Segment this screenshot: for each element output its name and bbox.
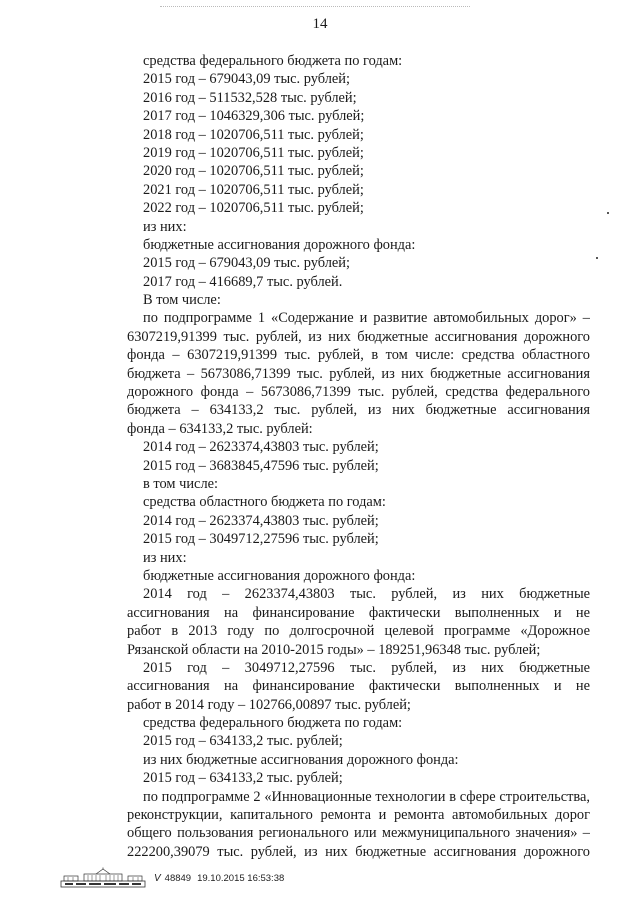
text-line: 2015 год – 634133,2 тыс. рублей;	[143, 733, 343, 750]
text-line: ассигнования на финансирование фактически выполненных и не	[127, 678, 590, 695]
text-line: 2018 год – 1020706,511 тыс. рублей;	[143, 126, 364, 143]
text-line: 2015 год – 634133,2 тыс. рублей;	[143, 770, 343, 787]
text-line: 2014 год – 2623374,43803 тыс. рублей;	[143, 512, 379, 529]
text-line: фонда – 6307219,91399 тыс. рублей, в том числе: средства областного	[127, 347, 590, 364]
text-line: 2014 год – 2623374,43803 тыс. рублей;	[143, 439, 379, 456]
building-stamp-icon	[60, 867, 146, 889]
signature-mark: V	[154, 872, 161, 884]
text-line: 2019 год – 1020706,511 тыс. рублей;	[143, 144, 364, 161]
text-line: средства федерального бюджета по годам:	[143, 715, 403, 732]
text-line: 2020 год – 1020706,511 тыс. рублей;	[143, 163, 364, 180]
scan-mark	[596, 257, 598, 259]
text-line: 2021 год – 1020706,511 тыс. рублей;	[143, 181, 364, 198]
text-line: 2015 год – 3049712,27596 тыс. рублей, из них бюджетные	[143, 659, 590, 676]
text-line: ассигнования на финансирование фактически выполненных и не	[127, 604, 590, 621]
text-line: работ в 2013 году по долгосрочной целевой программе «Дорожное	[127, 623, 590, 640]
page-number: 14	[312, 16, 328, 32]
scan-noise	[160, 6, 470, 9]
text-line: 2015 год – 679043,09 тыс. рублей;	[143, 71, 350, 88]
text-line: бюджета – 5673086,71399 тыс. рублей, из них бюджетные ассигнования	[127, 365, 590, 382]
text-line: фонда – 634133,2 тыс. рублей:	[127, 420, 313, 437]
document-body	[0, 52, 640, 861]
registration-number: 48849	[164, 872, 192, 884]
text-line: 222200,39079 тыс. рублей, из них бюджетные ассигнования дорожного	[127, 843, 590, 860]
text-line: дорожного фонда – 5673086,71399 тыс. рублей, средства федерального	[127, 384, 590, 401]
text-line: Рязанской области на 2010-2015 годы» – 189251,96348 тыс. рублей;	[127, 641, 541, 658]
text-line: 2017 год – 416689,7 тыс. рублей.	[143, 273, 343, 290]
text-line: 2015 год – 3683845,47596 тыс. рублей;	[143, 457, 379, 474]
text-line: из них:	[143, 549, 187, 566]
document-timestamp: 19.10.2015 16:53:38	[197, 872, 285, 884]
text-line: В том числе:	[143, 292, 221, 309]
text-line: 6307219,91399 тыс. рублей, из них бюджетные ассигнования дорожного	[127, 328, 590, 345]
text-line: 2022 год – 1020706,511 тыс. рублей;	[143, 200, 364, 217]
document-footer	[60, 866, 284, 890]
text-line: реконструкции, капитального ремонта и ремонта автомобильных дорог	[127, 807, 590, 824]
text-line: работ в 2014 году – 102766,00897 тыс. рублей;	[127, 696, 411, 713]
text-line: 2015 год – 679043,09 тыс. рублей;	[143, 255, 350, 272]
text-line: из них:	[143, 218, 187, 235]
text-line: из них бюджетные ассигнования дорожного фонда:	[143, 751, 459, 768]
text-line: средства областного бюджета по годам:	[143, 494, 386, 511]
text-line: 2014 год – 2623374,43803 тыс. рублей, из них бюджетные	[143, 586, 590, 603]
text-line: по подпрограмме 1 «Содержание и развитие автомобильных дорог» –	[143, 310, 590, 327]
scan-mark	[607, 212, 609, 214]
text-line: общего пользования регионального или межмуниципального значения» –	[127, 825, 590, 842]
text-line: 2015 год – 3049712,27596 тыс. рублей;	[143, 531, 379, 548]
text-line: бюджета – 634133,2 тыс. рублей, из них бюджетные ассигнования	[127, 402, 590, 419]
text-line: бюджетные ассигнования дорожного фонда:	[143, 567, 416, 584]
text-line: по подпрограмме 2 «Инновационные технологии в сфере строительства,	[143, 788, 590, 805]
text-line: бюджетные ассигнования дорожного фонда:	[143, 236, 416, 253]
text-line: 2017 год – 1046329,306 тыс. рублей;	[143, 108, 365, 125]
text-line: в том числе:	[143, 475, 219, 492]
text-line: 2016 год – 511532,528 тыс. рублей;	[143, 89, 357, 106]
text-line: средства федерального бюджета по годам:	[143, 53, 403, 69]
